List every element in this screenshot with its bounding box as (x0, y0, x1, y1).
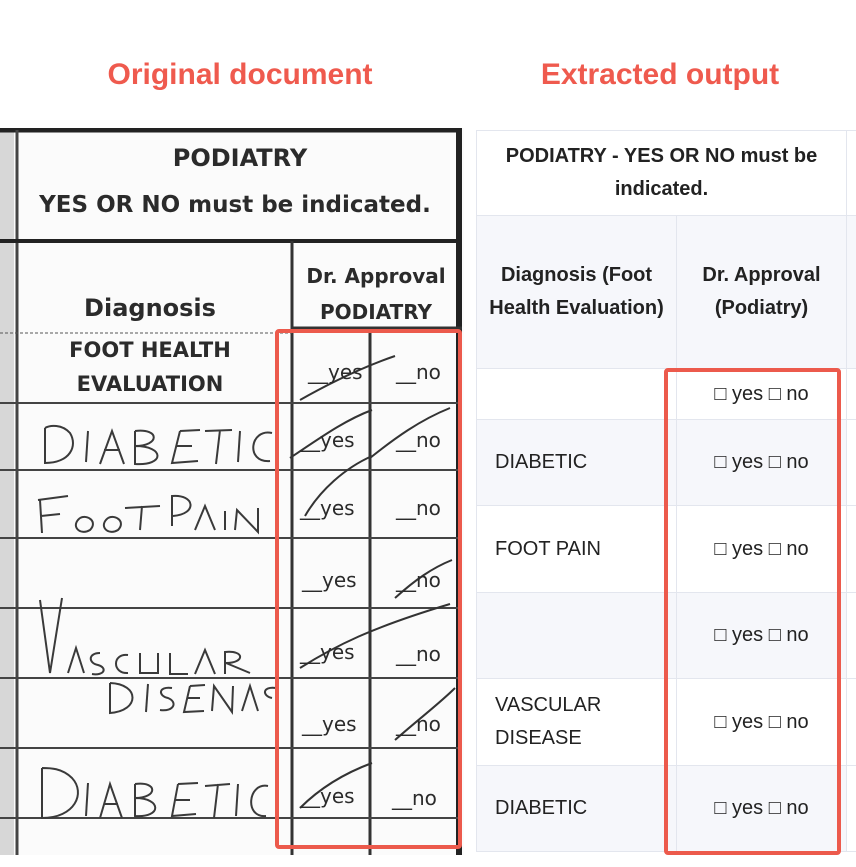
table-row (477, 593, 856, 679)
table-edge-cell (847, 216, 856, 369)
scan-no-blank: __no (396, 712, 441, 736)
handwriting-vascular-disease (40, 598, 276, 713)
scan-edge-shade (0, 128, 14, 855)
scan-yes-blank: __yes (308, 360, 363, 384)
row-diagnosis (477, 593, 677, 679)
row-approval-checkboxes: □ yes □ no (677, 420, 847, 506)
scan-yes-blank: __yes (300, 428, 355, 452)
row-diagnosis: DIABETIC (477, 766, 677, 852)
table-title: PODIATRY - YES OR NO must be indicated. (477, 131, 847, 216)
extracted-output-table (476, 130, 856, 850)
scan-row-foot-health: FOOT HEALTH (69, 338, 231, 362)
scan-yes-blank: __yes (302, 712, 357, 736)
table-edge-cell (847, 506, 856, 593)
table-edge-cell (847, 420, 856, 506)
row-approval-checkboxes: □ yes □ no (677, 593, 847, 679)
header-diagnosis: Diagnosis (Foot Health Evaluation) (477, 216, 677, 369)
handwriting-diabetic-1 (45, 426, 272, 464)
scan-row-evaluation: EVALUATION (76, 372, 224, 396)
row-diagnosis: DIABETIC (477, 420, 677, 506)
table-edge-cell (847, 679, 856, 766)
row-approval-checkboxes: □ yes □ no (677, 679, 847, 766)
original-document-heading: Original document (107, 58, 373, 91)
form-grid-lines (0, 128, 464, 855)
extracted-output-heading: Extracted output (540, 58, 780, 91)
scan-yes-blank: __yes (300, 784, 355, 808)
row-diagnosis: FOOT PAIN (477, 506, 677, 593)
scan-no-blank: __no (392, 786, 437, 810)
scan-yes-blank: __yes (300, 496, 355, 520)
row-approval-checkboxes: □ yes □ no (677, 766, 847, 852)
table-row (477, 766, 856, 852)
scan-no-blank: __no (396, 642, 441, 666)
scan-col-diagnosis: Diagnosis (84, 294, 216, 322)
handwriting-diabetic-2 (42, 768, 268, 818)
table-row (477, 506, 856, 593)
scan-no-blank: __no (396, 428, 441, 452)
scan-no-blank: __no (396, 568, 441, 592)
table-row (477, 679, 856, 766)
table-row (477, 420, 856, 506)
scan-yes-blank: __yes (302, 568, 357, 592)
table-row (477, 369, 856, 420)
row-diagnosis (477, 369, 677, 420)
row-approval-checkboxes: □ yes □ no (677, 369, 847, 420)
scan-col-approval-line1: Dr. Approval (306, 264, 446, 288)
scan-no-blank: __no (396, 360, 441, 384)
row-approval-checkboxes: □ yes □ no (677, 506, 847, 593)
table-edge-cell (847, 131, 856, 216)
scan-col-approval-line2: PODIATRY (319, 300, 433, 324)
handwriting-foot-pain (38, 496, 258, 533)
table-edge-cell (847, 593, 856, 679)
scan-no-blank: __no (396, 496, 441, 520)
table-edge-cell (847, 369, 856, 420)
row-diagnosis: VASCULAR DISEASE (477, 679, 677, 766)
original-document-scan (0, 128, 464, 855)
scan-title-instruction: YES OR NO must be indicated. (39, 192, 431, 218)
table-edge-cell (847, 766, 856, 852)
scan-yes-blank: __yes (300, 640, 355, 664)
header-approval: Dr. Approval (Podiatry) (677, 216, 847, 369)
scan-title-podiatry: PODIATRY (172, 144, 308, 172)
